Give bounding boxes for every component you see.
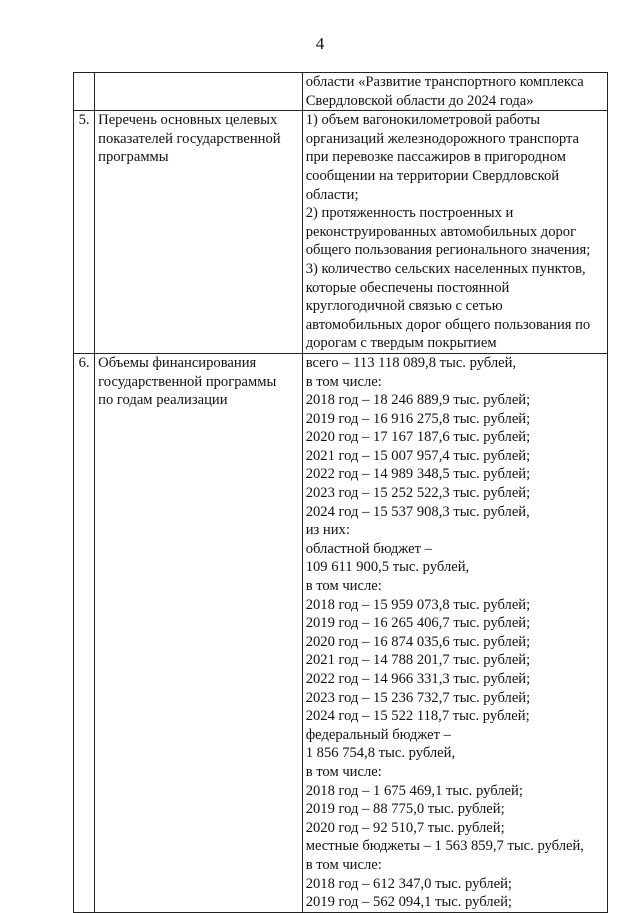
value-line: области «Развитие транспортного комплекса bbox=[305, 74, 584, 90]
row-number: 5. bbox=[74, 111, 95, 354]
value-line: 2020 год – 92 510,7 тыс. рублей; bbox=[305, 819, 505, 836]
value-line: 2021 год – 15 007 957,4 тыс. рублей; bbox=[305, 447, 531, 464]
value-line: 2022 год – 14 966 331,3 тыс. рублей; bbox=[305, 671, 531, 687]
value-line: 2019 год – 16 265 406,7 тыс. рублей; bbox=[305, 615, 531, 632]
value-line: организаций железнодорожного транспорта bbox=[305, 130, 580, 147]
value-line: 2) протяженность построенных и bbox=[305, 205, 514, 222]
value-line: 1 856 754,8 тыс. рублей, bbox=[305, 745, 456, 762]
value-line: 2022 год – 14 989 348,5 тыс. рублей; bbox=[305, 466, 531, 483]
value-line: круглогодичной связью с сетью bbox=[305, 298, 503, 315]
value-line: в том числе: bbox=[305, 856, 382, 873]
value-line: 3) количество сельских населенных пунктов, bbox=[305, 260, 586, 277]
value-line: области; bbox=[305, 186, 359, 203]
row-value bbox=[302, 111, 607, 354]
value-line: 2023 год – 15 236 732,7 тыс. рублей; bbox=[305, 689, 531, 706]
value-line: 109 611 900,5 тыс. рублей, bbox=[305, 559, 470, 576]
value-line: областной бюджет – bbox=[305, 540, 432, 557]
value-line: 2021 год – 14 788 201,7 тыс. рублей; bbox=[305, 652, 531, 669]
program-passport-table bbox=[73, 72, 608, 913]
value-line: 2019 год – 562 094,1 тыс. рублей; bbox=[305, 894, 512, 911]
value-line: 2019 год – 16 916 275,8 тыс. рублей; bbox=[305, 410, 531, 427]
value-line: 2020 год – 17 167 187,6 тыс. рублей; bbox=[305, 429, 531, 446]
label-line: показателей государственной bbox=[98, 130, 281, 147]
value-line: 2018 год – 1 675 469,1 тыс. рублей; bbox=[305, 782, 523, 799]
value-line: 2019 год – 88 775,0 тыс. рублей; bbox=[305, 801, 505, 818]
table-row bbox=[74, 111, 608, 354]
row-number: 6. bbox=[74, 353, 95, 912]
value-line: федеральный бюджет – bbox=[305, 726, 451, 743]
value-line: 2018 год – 612 347,0 тыс. рублей; bbox=[305, 875, 512, 892]
value-line: из них: bbox=[305, 522, 350, 539]
value-line: 2018 год – 18 246 889,9 тыс. рублей; bbox=[305, 392, 531, 409]
value-line: при перевозке пассажиров в пригородном bbox=[305, 149, 566, 166]
value-line: общего пользования регионального значения; bbox=[305, 242, 591, 259]
label-line: Объемы финансирования bbox=[98, 354, 257, 371]
table-row bbox=[74, 353, 608, 912]
row-value bbox=[302, 73, 607, 111]
value-line: 2024 год – 15 537 908,3 тыс. рублей, bbox=[305, 503, 530, 520]
value-line: в том числе: bbox=[305, 763, 382, 780]
label-line: Перечень основных целевых bbox=[98, 112, 278, 129]
row-label bbox=[95, 353, 303, 912]
value-line: местные бюджеты – 1 563 859,7 тыс. рублей, bbox=[305, 838, 584, 855]
label-line: государственной программы bbox=[98, 373, 277, 390]
value-line: сообщении на территории Свердловской bbox=[305, 167, 560, 184]
row-value bbox=[302, 353, 607, 912]
row-label bbox=[95, 73, 303, 111]
value-line: всего – 113 118 089,8 тыс. рублей, bbox=[305, 354, 517, 371]
value-line: 1) объем вагонокилометровой работы bbox=[305, 112, 541, 129]
value-line: в том числе: bbox=[305, 578, 382, 595]
value-line: 2020 год – 16 874 035,6 тыс. рублей; bbox=[305, 633, 531, 650]
value-line: 2024 год – 15 522 118,7 тыс. рублей; bbox=[305, 708, 530, 725]
value-line: 2018 год – 15 959 073,8 тыс. рублей; bbox=[305, 596, 531, 613]
value-line: которые обеспечены постоянной bbox=[305, 279, 510, 296]
row-number bbox=[74, 73, 95, 111]
row-label bbox=[95, 111, 303, 354]
value-line: реконструированных автомобильных дорог bbox=[305, 223, 577, 240]
page-number: 4 bbox=[315, 34, 325, 53]
label-line: по годам реализации bbox=[98, 392, 228, 409]
value-line: в том числе: bbox=[305, 373, 382, 390]
value-line: автомобильных дорог общего пользования по bbox=[305, 316, 591, 333]
label-line: программы bbox=[98, 149, 169, 166]
value-line: 2023 год – 15 252 522,3 тыс. рублей; bbox=[305, 485, 531, 502]
value-line: дорогам с твердым покрытием bbox=[305, 335, 497, 352]
table-row bbox=[74, 73, 608, 111]
value-line: Свердловской области до 2024 года» bbox=[305, 92, 534, 109]
